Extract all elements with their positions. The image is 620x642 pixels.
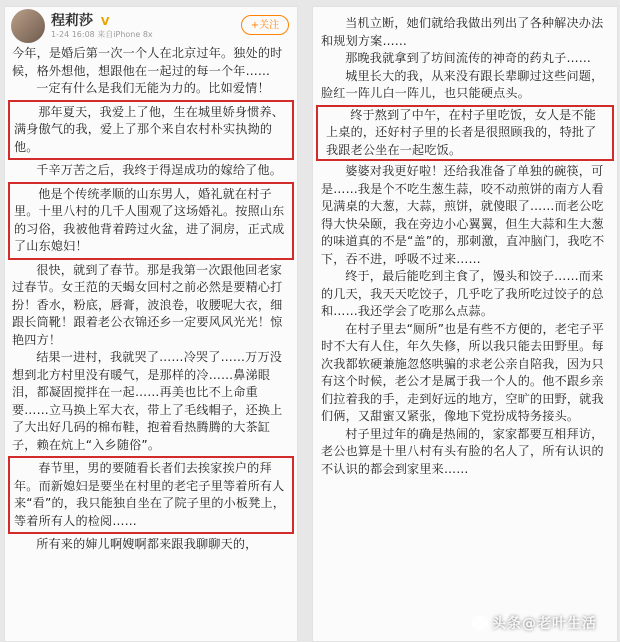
watermark-logo-icon [472,615,488,631]
paragraph: 结果一进村，我就哭了……冷哭了……万万没想到北方村里没有暖气，是那样的冷……鼻涕眼泪，都凝固搅拌在一起……再美也比不上命重要……立马换上军大衣，带上了毛线帽子，还换上了大出好几码的棉布鞋，抱着看热腾腾的大茶缸子，赖在炕上“入乡随俗”。 [12,350,283,452]
left-post-panel [4,6,298,642]
paragraph: 很快，就到了春节。那是我第一次跟他回老家过春节。女王范的天蝎女回村之前必然是要精心打扮！香水，粉底，唇膏，波浪卷，收腰呢大衣，细跟长筒靴！跟着老公衣锦还乡一定要风风光光！惊艳四方！ [12,262,283,347]
paragraph: 那晚我就拿到了坊间流传的神奇的药丸子…… [345,51,592,65]
paragraph: 一定有什么是我们无能为力的。比如爱情！ [36,81,270,95]
right-post-body [313,15,617,478]
right-post-panel [312,6,618,642]
highlighted-paragraph: 那年夏天，我爱上了他，生在城里娇身惯养、满身傲气的我，爱上了那个来自农村朴实执拗的他。 [8,100,294,161]
paragraph: 在村子里去“厕所”也是有些不方便的，老宅子平时不大有人住，年久失修，所以我只能去田野里。每次我都软硬兼施忽悠哄骗的求老公亲自陪我，因为只有这个时候，老公才是属于我一个人的。他不跟乡亲们拉着我的手，走到好远的地方，空旷的田野，就我们俩，又甜蜜又紧张，像地下党扮成特务接头。 [321,321,604,423]
paragraph: 千辛万苦之后，我终于得逞成功的嫁给了他。 [36,163,283,177]
paragraph: 婆婆对我更好啦！还给我准备了单独的碗筷，可是……我是个不吃生葱生蒜，咬不动煎饼的南方人看见满桌的大葱，大蒜，煎饼，就傻眼了……而老公吃得大快朵颐，我在旁边小心翼翼，但生大蒜和生大葱的味道真的不是“盖”的，那刺激，直冲脑门，我吃不下，吞不进，呼吸不过来…… [321,164,605,266]
left-post-body [5,45,297,554]
verified-icon: V [100,15,110,28]
post-header [5,7,297,45]
highlighted-paragraph: 终于熬到了中午，在村子里吃饭，女人是不能上桌的，还好村子里的长者是很照顾我的，特批了我跟老公坐在一起吃饭。 [316,105,614,162]
paragraph: 村子里过年的确是热闹的，家家都要互相拜访，老公也算是十里八村有头有脸的名人了，所有认识的不认识的都会到家里来…… [321,426,604,476]
paragraph: 当机立断，她们就给我做出列出了各种解决办法和规划方案…… [321,16,604,48]
username[interactable]: 程莉莎 V [51,13,110,29]
paragraph: 今年，是婚后第一次一个人在北京过年。独处的时候，格外想他，想跟他在一起过的每一个年…… [12,46,283,78]
watermark: 头条@老叶生活 [472,613,597,633]
follow-button[interactable]: +关注 [241,15,289,35]
post-meta: 1-24 16:08 来自iPhone 8x [51,30,153,39]
avatar[interactable] [11,9,45,43]
highlighted-paragraph: 他是个传统孝顺的山东男人，婚礼就在村子里。十里八村的几千人围观了这场婚礼。按照山东的习俗，我被他背着跨过火盆，进了洞房，正式成了山东媳妇！ [8,182,294,260]
paragraph: 终于，最后能吃到主食了，馒头和饺子……而来的几天，我天天吃饺子，几乎吃了我所吃过饺子的总和……我还学会了吃那么点蒜。 [321,269,604,318]
paragraph: 所有来的婶儿啊嫂啊都来跟我聊聊天的， [36,537,258,551]
highlighted-paragraph: 春节里，男的要随看长者们去挨家挨户的拜年。而新媳妇是要坐在村里的老宅子里等着所有人来“看”的，我只能独自坐在了院子里的小板凳上，等着所有人的检阅…… [8,456,294,534]
paragraph: 城里长大的我，从来没有跟长辈聊过这些问题，脸红一阵儿白一阵儿，也只能硬点头。 [321,68,604,100]
